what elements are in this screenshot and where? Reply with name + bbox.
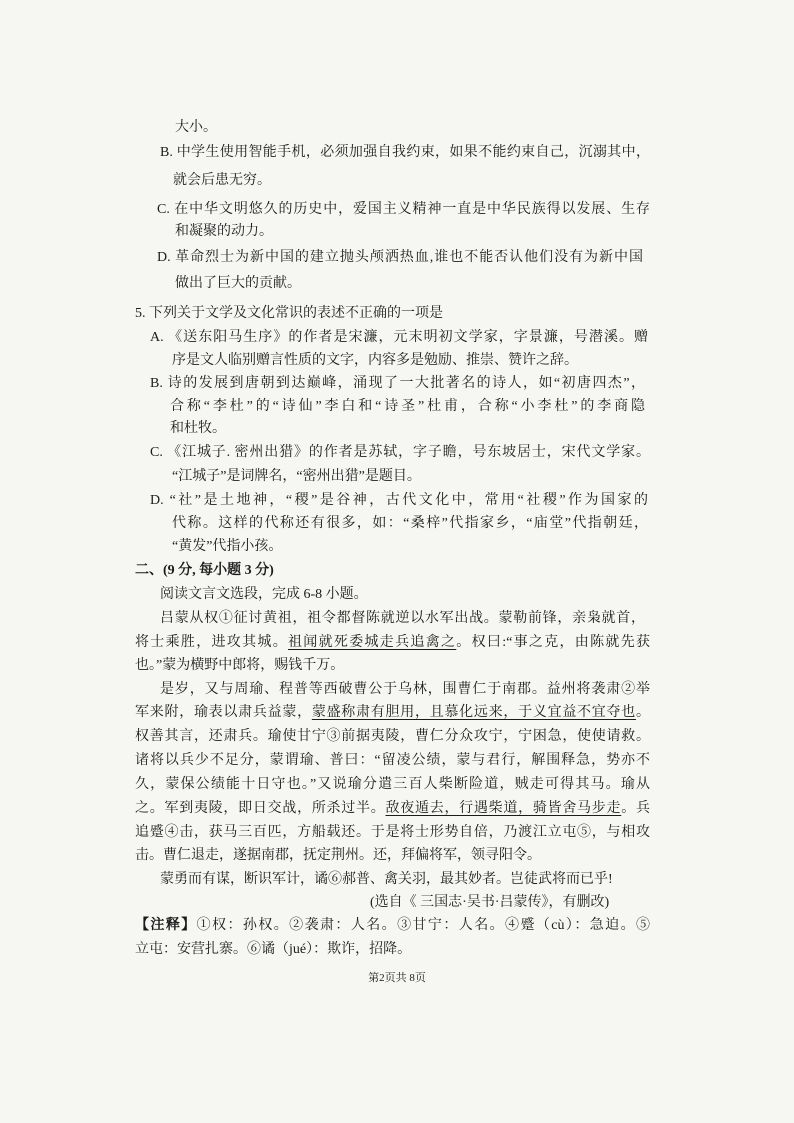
q4-option-b-line2: 就会后患无穷。: [173, 173, 271, 188]
notes-line2: 立屯：安营扎寨。⑥谲（jué）：欺诈，招降。: [135, 942, 412, 957]
passage-line: 也。”蒙为横野中郎将，赐钱千万。: [135, 658, 345, 673]
q4-option-c-line1: C. 在中华文明悠久的历史中，爱国主义精神一直是中华民族得以发展、生存: [157, 202, 650, 217]
passage-line: [135, 799, 650, 819]
passage-line: 久，蒙保公绩能十日守也。”又说瑜分遣三百人柴断险道，贼走可得其马。瑜从: [135, 777, 650, 792]
q5-option-a-line1: A. 《送东阳马生序》的作者是宋濂，元末明初文学家，字景濂，号潜溪。赠: [150, 330, 648, 345]
q4-option-c-line2: 和凝聚的动力。: [175, 224, 273, 239]
passage-text: 。兵: [621, 801, 651, 816]
q5-option-b-line3: 和杜牧。: [170, 421, 226, 436]
passage-line: [135, 633, 650, 653]
passage-line: 击。曹仁退走，遂据南郡，抚定荆州。还，拜偏将军，领寻阳令。: [135, 848, 541, 863]
section-instruction: 阅读文言文选段，完成 6-8 小题。: [160, 587, 368, 602]
q5-option-a-line2: 序是文人临别赠言性质的文字，内容多是勉励、推崇、赞许之辞。: [172, 353, 578, 368]
underlined-sentence: 敌夜遁去，行遇柴道，骑皆舍马步走: [385, 801, 622, 816]
passage-line: 吕蒙从权①征讨黄祖，祖令都督陈就逆以水军出战。蒙勒前锋，亲枭就首，: [160, 611, 645, 626]
q5-option-d-line1: D. “社”是土地神，“稷”是谷神，古代文化中，常用“社稷”作为国家的: [150, 493, 648, 508]
q5-option-b-line1: B. 诗的发展到唐朝到达巅峰，涌现了一大批著名的诗人，如“初唐四杰”，: [150, 376, 645, 391]
passage-text: 。: [636, 705, 651, 720]
passage-source: (选自《 三国志·吴书·吕蒙传》，有删改): [370, 895, 610, 910]
notes-line1: [135, 916, 650, 936]
passage-text: 将士乘胜，进攻其城。: [135, 635, 288, 650]
passage-text: 之。军到夷陵，即日交战，所杀过半。: [135, 801, 386, 816]
q5-option-d-line2: 代称。这样的代称还有很多，如：“桑梓”代指家乡，“庙堂”代指朝廷，: [172, 516, 648, 531]
q4-option-a-tail: 大小。: [175, 120, 217, 135]
passage-text: 军来附，瑜表以肃兵益蒙，: [135, 705, 312, 720]
q5-option-d-line3: “黄发”代指小孩。: [172, 539, 283, 554]
q5-option-c-line1: C. 《江城子. 密州出猎》的作者是苏轼，字子瞻，号东坡居士，宋代文学家。: [150, 445, 650, 460]
q4-option-d-line1: D. 革命烈士为新中国的建立抛头颅洒热血,谁也不能否认他们没有为新中国: [157, 250, 643, 265]
q4-option-d-line2: 做出了巨大的贡献。: [175, 276, 301, 291]
passage-line: 是岁，又与周瑜、程普等西破曹公于乌林，围曹仁于南郡。益州将袭肃②举: [160, 682, 650, 697]
underlined-sentence: 蒙盛称肃有胆用，且慕化远来，于义宜益不宜夺也: [311, 705, 637, 720]
q5-option-c-line2: “江城子”是词牌名，“密州出猎”是题目。: [172, 469, 421, 484]
passage-line: 诸将以兵少不足分，蒙谓瑜、普曰：“留凌公绩，蒙与君行，解围释急，势亦不: [135, 753, 650, 768]
notes-label: 【注释】: [135, 918, 197, 933]
section-heading: 二、(9 分, 每小题 3 分): [135, 563, 274, 578]
underlined-sentence: 祖闻就死委城走兵追禽之: [288, 635, 457, 650]
q5-stem: 5. 下列关于文学及文化常识的表述不正确的一项是: [135, 306, 443, 321]
q5-option-b-line2: 合称“李杜”的“诗仙”李白和“诗圣”杜甫，合称“小李杜”的李商隐: [170, 399, 645, 414]
page-number: 第2页共 8页: [368, 972, 426, 984]
q4-option-b-line1: B. 中学生使用智能手机，必须加强自我约束，如果不能约束自己，沉溺其中，: [160, 145, 650, 160]
passage-line: 蒙勇而有谋，断识军计，谲⑥郝普、禽关羽，最其妙者。岂徒武将而已乎!: [160, 872, 613, 887]
passage-text: 。权曰:“事之克，由陈就先获: [456, 635, 650, 650]
passage-line: [135, 703, 650, 723]
notes-text: ①权：孙权。②袭肃：人名。③甘宁：人名。④蹙（cù）：急迫。⑤: [196, 918, 650, 933]
passage-line: 权善其言，还肃兵。瑜使甘宁③前据夷陵，曹仁分众攻宁，宁困急，使使请救。: [135, 729, 650, 744]
passage-line: 追蹙④击，获马三百匹，方船载还。于是将士形势自倍，乃渡江立屯⑤，与相攻: [135, 825, 650, 840]
